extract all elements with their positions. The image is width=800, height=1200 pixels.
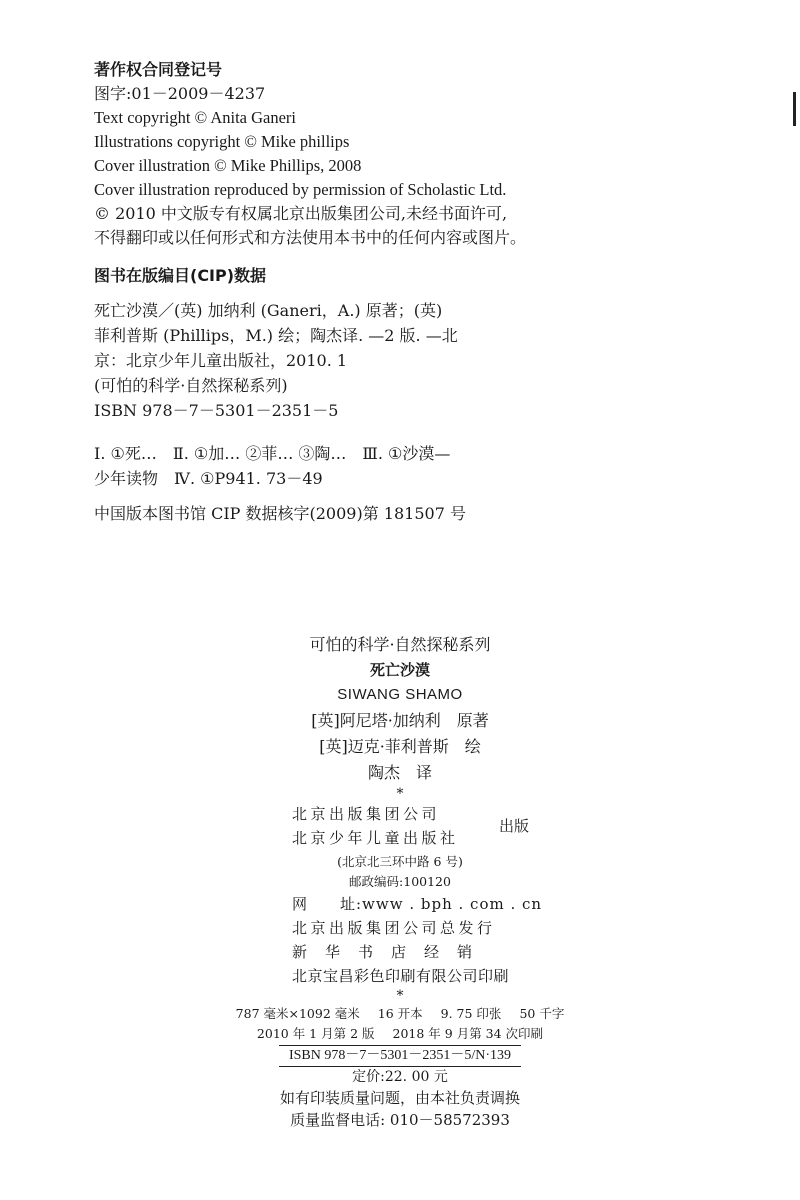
quality-hotline: 质量监督电话: 010－58572393: [290, 1111, 510, 1129]
copyright-registration-heading: 著作权合同登记号: [94, 60, 223, 79]
isbn-row: [0, 1044, 800, 1067]
edition-info: [0, 1024, 800, 1044]
word-count: 50 千字: [519, 1006, 565, 1021]
illustrations-copyright-line: Illustrations copyright © Mike phillips: [94, 132, 350, 151]
copyright-registration-number: 图字:01－2009－4237: [94, 84, 266, 103]
book-title-pinyin: SIWANG SHAMO: [337, 686, 463, 703]
cip-classification-line: 少年读物 Ⅳ. ①P941. 73－49: [94, 469, 323, 488]
distribution-block: [0, 892, 800, 988]
publisher-names: [292, 802, 459, 850]
imprint-section: [0, 632, 800, 1131]
publish-label: 出版: [499, 817, 530, 835]
illustrator-credit: [英]迈克·菲利普斯 绘: [319, 737, 481, 756]
book-title: 死亡沙漠: [369, 661, 430, 679]
cip-record: [94, 298, 784, 526]
cip-classification-line: Ⅰ. ①死… Ⅱ. ①加… ②菲… ③陶… Ⅲ. ①沙漠—: [94, 444, 451, 463]
chinese-rights-line-2: 不得翻印或以任何形式和方法使用本书中的任何内容或图片。: [94, 228, 527, 247]
page-edge-mark: [793, 92, 796, 126]
copyright-section: [94, 58, 784, 250]
cip-verification-line: 中国版本图书馆 CIP 数据核字(2009)第 181507 号: [94, 504, 466, 523]
cover-permission-line: Cover illustration reproduced by permission of Scholastic Ltd.: [94, 180, 507, 199]
series-name: 可怕的科学·自然探秘系列: [309, 635, 491, 654]
author-credit: [英]阿尼塔·加纳利 原著: [311, 711, 489, 730]
paper-size: 787 毫米×1092 毫米: [235, 1006, 360, 1021]
format-size: 16 开本: [377, 1006, 423, 1021]
cip-record-line: 死亡沙漠／(英) 加纳利 (Ganeri，A.) 原著；(英): [94, 301, 443, 320]
text-copyright-line: Text copyright © Anita Ganeri: [94, 108, 296, 127]
separator-star: *: [396, 988, 404, 1004]
publisher-block: [0, 802, 800, 852]
publisher-address: (北京北三环中路 6 号): [337, 854, 463, 869]
seller-line: 新华书店经销: [292, 943, 491, 961]
distributor-line: 北京出版集团公司总发行: [292, 919, 496, 937]
cip-heading: 图书在版编目(CIP)数据: [94, 266, 267, 285]
separator-star: *: [396, 786, 404, 802]
printer-line: 北京宝昌彩色印刷有限公司印刷: [292, 967, 510, 985]
cip-record-line: (可怕的科学·自然探秘系列): [94, 376, 288, 395]
postal-code: 邮政编码:100120: [349, 874, 451, 889]
translator-credit: 陶杰 译: [367, 763, 432, 782]
publisher-children: 北京少年儿童出版社: [292, 829, 459, 847]
quality-notice: 如有印装质量问题，由本社负责调换: [279, 1089, 520, 1107]
publisher-group: 北京出版集团公司: [292, 805, 441, 823]
sheet-count: 9. 75 印张: [440, 1006, 502, 1021]
edition-date: 2010 年 1 月第 2 版: [256, 1026, 375, 1041]
price-line: 定价:22. 00 元: [352, 1069, 448, 1085]
cip-gap: [94, 423, 784, 441]
cover-illustration-line: Cover illustration © Mike Phillips, 2008: [94, 156, 362, 175]
chinese-rights-line-1: © 2010 中文版专有权属北京出版集团公司,未经书面许可,: [94, 204, 508, 223]
isbn-number: ISBN 978－7－5301－2351－5/N·139: [279, 1045, 521, 1067]
website-line: 网 址:www . bph . com . cn: [292, 895, 543, 913]
cip-record-line: 菲利普斯 (Phillips，M.) 绘；陶杰译. —2 版. —北: [94, 326, 458, 345]
printing-date: 2018 年 9 月第 34 次印刷: [392, 1026, 544, 1041]
cip-isbn-line: ISBN 978－7－5301－2351－5: [94, 401, 339, 420]
cip-record-line: 京：北京少年儿童出版社，2010. 1: [94, 351, 348, 370]
format-specs: [0, 1004, 800, 1024]
